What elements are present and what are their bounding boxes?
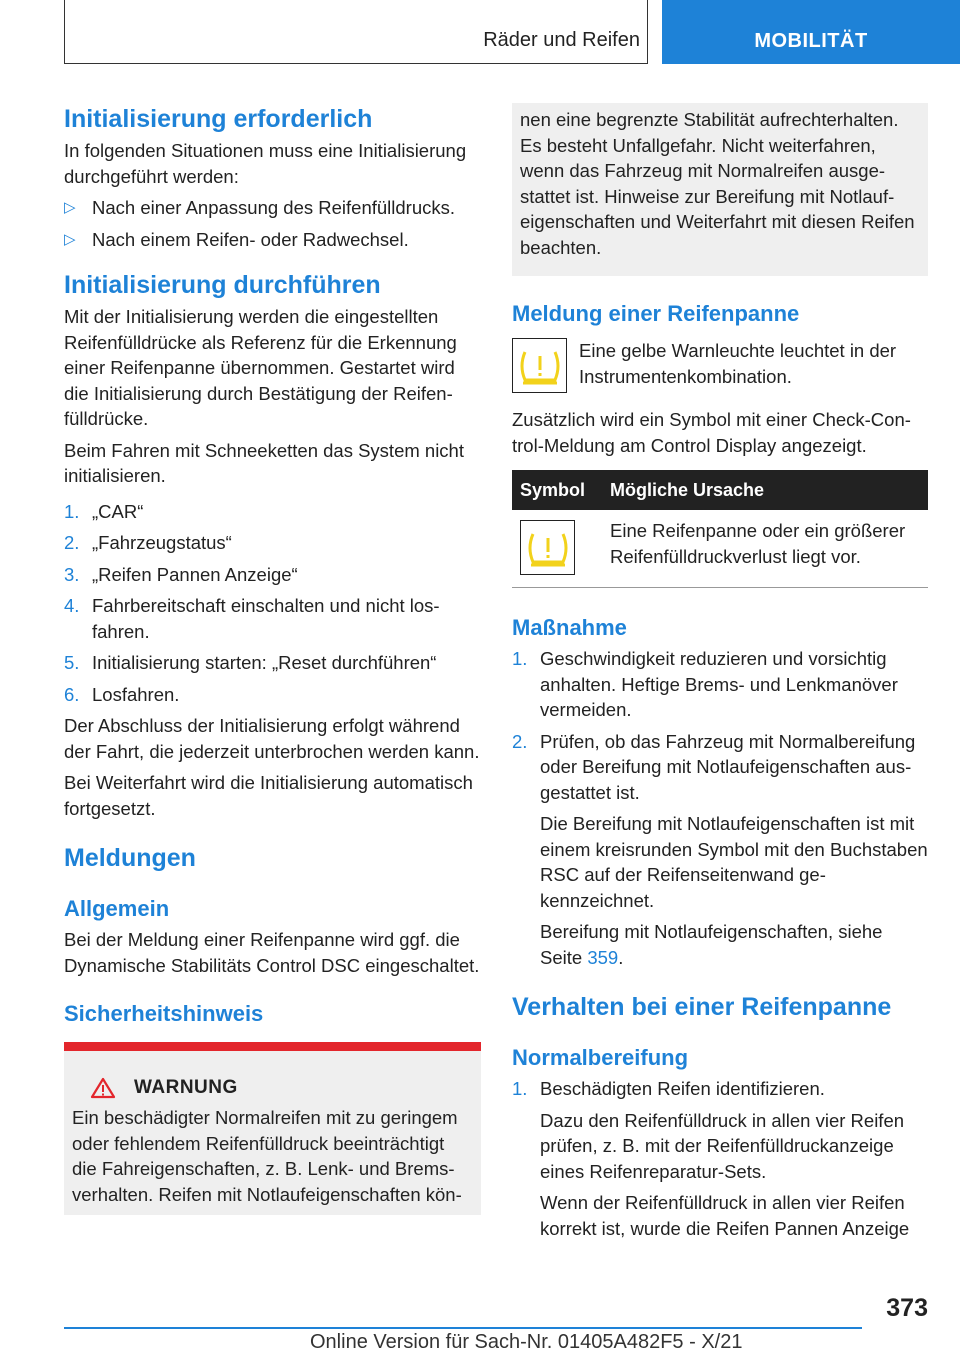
table-header-cause: Mögliche Ursache [602,470,928,510]
warning-box [64,1051,481,1215]
measure-item: 1. Geschwindigkeit reduzieren und vorsichtig anhalten. Heftige Brems- und Lenkmanöver vermeiden. [512,648,898,720]
heading-messages: Meldungen [64,844,196,872]
bullet-triangle-icon: ▷ [64,230,76,248]
bullet-item: ▷ Nach einer Anpassung des Reifenfülldrucks. [64,195,481,221]
paragraph-init-perform: Mit der Initialisierung werden die eingestellten Reifenfülldrücke als Referenz für die Erkennung einer Reifenpanne übernommen. Gestartet wird die Initialisierung durch Bestätigung der Reifenfülldrücke. [64,306,457,429]
footer-divider [64,1327,862,1329]
heading-safety: Sicherheitshinweis [64,1001,264,1026]
page-link-359[interactable]: 359 [587,946,619,968]
paragraph-correct-pressure: Wenn der Reifenfülldruck in allen vier Reifen korrekt ist, wurde die Reifen Pannen Anzeige [540,1192,910,1239]
right-column [512,103,928,1241]
heading-normal-tires: Normalbereifung [512,1045,689,1070]
warning-title: WARNUNG [90,1077,473,1099]
paragraph-general: Bei der Meldung einer Reifenpanne wird ggf. die Dynamische Stabilitäts Control DSC eingeschaltet. [64,929,480,976]
paragraph-check-pressure: Dazu den Reifenfülldruck in allen vier Reifen prüfen, z. B. mit der Reifenfülldruckanzeige eines Reifenreparatur-Sets. [540,1109,905,1182]
paragraph-see-page: Bereifung mit Notlaufeigenschaften, siehe Seite 359. [540,921,883,968]
heading-general: Allgemein [64,896,170,921]
paragraph-continue: Bei Weiterfahrt wird die Initialisierung automatisch fortgesetzt. [64,772,473,819]
paragraph-symbol: Zusätzlich wird ein Symbol mit einer Check-Control-Meldung am Control Display angezeigt. [512,409,911,456]
footer-text: Online Version für Sach-Nr. 01405A482F5 - X/21 [310,1331,743,1353]
paragraph-finish: Der Abschluss der Initialisierung erfolgt während der Fahrt, die jederzeit unterbrochen werden kann. [64,715,480,762]
tire-pressure-warning-icon [512,338,567,393]
step-item: 4. Fahrbereitschaft einschalten und nicht losfahren. [64,595,440,642]
warning-bar [64,1042,481,1051]
step-item: 6. Losfahren. [64,683,180,705]
measure-item: 2. Prüfen, ob das Fahrzeug mit Normalbereifung oder Bereifung mit Notlaufeigenschaften ausgestattet ist. [512,730,916,803]
step-item: 2. „Fahrzeugstatus“ [64,532,232,553]
table-cell-cause: Eine Reifenpanne oder ein größerer Reifenfülldruckverlust liegt vor. [602,510,928,588]
warning-continued-box [512,103,928,276]
step-item: 1. Beschädigten Reifen identifizieren. [512,1078,825,1099]
header-section-title: Räder und Reifen [483,29,640,51]
heading-behaviour: Verhalten bei einer Reifenpanne [512,993,892,1021]
warning-text-continued: nen eine begrenzte Stabilität aufrechterhalten. Es besteht Unfallgefahr. Nicht weiterfahren, wenn das Fahrzeug mit Normalreifen ausgestattet ist. Hinweise zur Bereifung mit Notlaufeigenschaften und Weiterfahrt mit diesen Reifen beachten. [520,109,915,258]
paragraph-lamp: Eine gelbe Warnleuchte leuchtet in der Instrumentenkombination. [579,340,897,387]
table-header-symbol: Symbol [512,470,602,510]
warning-triangle-icon [90,1077,116,1099]
page-number: 373 [886,1294,928,1322]
heading-init-perform: Initialisierung durchführen [64,271,381,299]
paragraph-snow-chains: Beim Fahren mit Schneeketten das System nicht initialisieren. [64,439,464,486]
step-item: 3. „Reifen Pannen Anzeige“ [64,563,298,585]
table-row [512,510,928,588]
step-item: 1. „CAR“ [64,500,144,522]
header-chapter-tab: MOBILITÄT [662,0,960,64]
bullet-triangle-icon: ▷ [64,199,76,216]
lamp-row [512,338,928,393]
heading-measure: Maßnahme [512,615,627,640]
heading-init-required: Initialisierung erforderlich [64,105,373,133]
heading-puncture-message: Meldung einer Reifenpanne [512,301,800,326]
tire-pressure-warning-icon [520,520,575,575]
left-column [64,100,481,1215]
bullet-item: ▷ Nach einem Reifen- oder Radwechsel. [64,227,481,253]
symbol-table [512,470,928,588]
paragraph-init-required: In folgenden Situationen muss eine Initialisierung durchgeführt werden: [64,140,467,187]
warning-text: Ein beschädigter Normalreifen mit zu geringem oder fehlendem Reifenfülldruck beeinträchtigt die Fahreigenschaften, z. B. Lenk- und Bremsverhalten. Reifen mit Notlaufeigenschaften kön- [72,1107,462,1205]
step-item: 5. Initialisierung starten: „Reset durchführen“ [64,652,437,673]
paragraph-rsc: Die Bereifung mit Notlaufeigenschaften ist mit einem kreisrunden Symbol mit den Buchstaben RSC auf der Reifenseitenwand gekennzeichnet. [540,813,928,911]
